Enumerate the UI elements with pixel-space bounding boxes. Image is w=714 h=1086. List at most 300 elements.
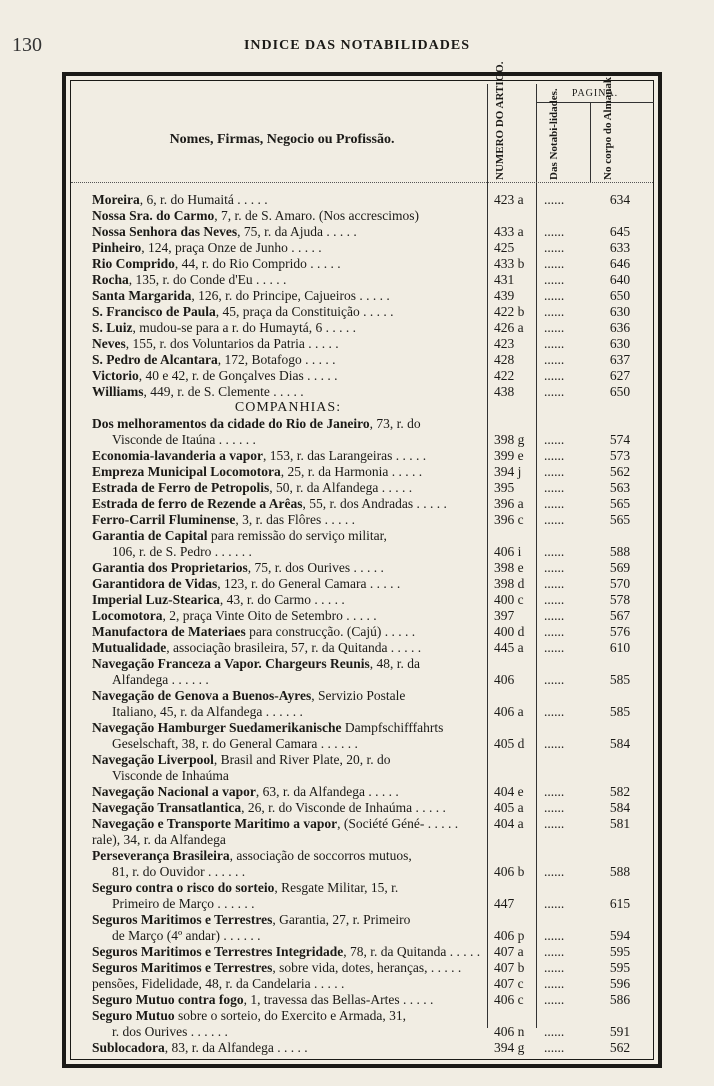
entry-detail: , sobre vida, dotes, heranças, . . . . . — [272, 960, 462, 975]
notabilidades-page: ...... — [544, 224, 565, 239]
corpo-page: 567 — [609, 608, 631, 623]
corpo-page: 586 — [609, 992, 631, 1007]
entry-detail: , associação de soccorros mutuos, — [229, 848, 412, 863]
notabilidades-page: ...... — [544, 704, 565, 719]
section-title: COMPANHIAS: — [234, 400, 342, 415]
corpo-page: 640 — [609, 272, 631, 287]
entry-text — [92, 368, 484, 384]
entry-line — [92, 608, 484, 624]
entry-line — [92, 576, 484, 592]
entry-detail: , 3, r. das Flôres . . . . . — [235, 512, 355, 527]
corpo-page: 578 — [609, 592, 631, 607]
corpo-page: 588 — [609, 544, 631, 559]
corpo-page: 585 — [609, 704, 631, 719]
entry-text — [92, 512, 484, 528]
table-row — [92, 656, 652, 688]
entry-name: Imperial Luz-Stearica — [92, 592, 220, 607]
corpo-page: 595 — [609, 960, 631, 975]
entry-detail: , 7, r. de S. Amaro. (Nos accrescimos) — [214, 208, 419, 223]
entry-line — [92, 1040, 484, 1056]
entry-detail: para construcção. (Cajú) . . . . . — [245, 624, 416, 639]
entry-name: Estrada de ferro de Rezende a Arêas — [92, 496, 303, 511]
entry-name: Navegação de Genova a Buenos-Ayres — [92, 688, 312, 703]
entry-text — [92, 560, 484, 576]
entry-name: Manufactora de Materiaes — [92, 624, 246, 639]
entry-line — [92, 496, 484, 512]
entry-name: Garantia de Capital — [92, 528, 208, 543]
artigo-number: 447 — [494, 896, 515, 911]
entry-line-continued: Alfandega . . . . . . — [112, 672, 209, 687]
entry-detail: , 75, r. dos Ourives . . . . . — [247, 560, 384, 575]
entry-line-continued: de Março (4º andar) . . . . . . — [112, 928, 261, 943]
notabilidades-page: ...... — [544, 928, 565, 943]
artigo-number: 394 j — [494, 464, 522, 479]
entry-name: Seguros Maritimos e Terrestres — [92, 912, 273, 927]
table-row — [92, 1040, 652, 1056]
artigo-number: 433 b — [494, 256, 525, 271]
entry-detail: , 26, r. do Visconde de Inhaúma . . . . . — [241, 800, 446, 815]
entry-line-continued: Primeiro de Março . . . . . . — [112, 896, 255, 911]
entry-line-continued: 106, r. de S. Pedro . . . . . . — [112, 544, 252, 559]
entry-detail: , 123, r. do General Camara . . . . . — [217, 576, 401, 591]
entry-line — [92, 832, 484, 848]
table-row — [92, 496, 652, 512]
artigo-number: 426 a — [494, 320, 524, 335]
column-header-nomes: Nomes, Firmas, Negocio ou Profissão. — [169, 132, 395, 147]
corpo-page: 633 — [609, 240, 631, 255]
notabilidades-page: ...... — [544, 624, 565, 639]
entry-line — [92, 528, 484, 544]
entry-text — [92, 1008, 484, 1040]
notabilidades-page: ...... — [544, 256, 565, 271]
notabilidades-page: ...... — [544, 800, 565, 815]
entry-text — [92, 720, 484, 752]
artigo-number: 423 a — [494, 192, 524, 207]
entry-text — [92, 688, 484, 720]
entry-line — [92, 208, 484, 224]
artigo-number: 400 c — [494, 592, 524, 607]
table-row — [92, 528, 652, 560]
table-row — [92, 688, 652, 720]
table-row — [92, 624, 652, 640]
corpo-page: 576 — [609, 624, 631, 639]
table-row — [92, 464, 652, 480]
notabilidades-page: ...... — [544, 816, 565, 831]
table-row — [92, 640, 652, 656]
artigo-number: 433 a — [494, 224, 524, 239]
entry-name: Seguro Mutuo — [92, 1008, 175, 1023]
entry-name: Navegação Nacional a vapor — [92, 784, 256, 799]
notabilidades-page: ...... — [544, 496, 565, 511]
entry-detail: , 73, r. do — [369, 416, 421, 431]
entry-text — [92, 416, 484, 448]
notabilidades-page: ...... — [544, 368, 565, 383]
corpo-page: 650 — [609, 384, 631, 399]
notabilidades-page: ...... — [544, 592, 565, 607]
table-row — [92, 480, 652, 496]
notabilidades-page: ...... — [544, 560, 565, 575]
corpo-page: 570 — [609, 576, 631, 591]
entry-line — [92, 592, 484, 608]
entry-line-continued: Visconde de Inhaúma — [112, 768, 229, 783]
entry-name: Williams — [92, 384, 144, 399]
artigo-number: 404 e — [494, 784, 524, 799]
entry-text — [92, 352, 484, 368]
entry-text — [92, 960, 484, 976]
entry-detail: , 155, r. dos Voluntarios da Patria . . . . . — [125, 336, 339, 351]
artigo-number: 398 e — [494, 560, 524, 575]
artigo-number: 445 a — [494, 640, 524, 655]
table-row — [92, 368, 652, 384]
entry-line — [92, 368, 484, 384]
notabilidades-page: ...... — [544, 448, 565, 463]
entry-line — [92, 288, 484, 304]
notabilidades-page: ...... — [544, 320, 565, 335]
entry-text — [92, 288, 484, 304]
corpo-page: 585 — [609, 672, 631, 687]
rows-companhias — [92, 416, 652, 1056]
notabilidades-page: ...... — [544, 736, 565, 751]
corpo-page: 588 — [609, 864, 631, 879]
entry-line — [92, 960, 484, 976]
table-row — [92, 256, 652, 272]
entry-detail: , 75, r. da Ajuda . . . . . — [237, 224, 357, 239]
entry-line — [92, 224, 484, 240]
entry-line-continued: Italiano, 45, r. da Alfandega . . . . . . — [112, 704, 303, 719]
entry-text — [92, 752, 484, 784]
artigo-number: 423 — [494, 336, 515, 351]
entry-detail: , 63, r. da Alfandega . . . . . — [255, 784, 399, 799]
corpo-page: 646 — [609, 256, 631, 271]
entry-line — [92, 240, 484, 256]
index-table — [92, 192, 652, 1056]
corpo-page: 610 — [609, 640, 631, 655]
notabilidades-page: ...... — [544, 896, 565, 911]
entry-name: Navegação Hamburger Suedamerikanische — [92, 720, 342, 735]
entry-text — [92, 1040, 484, 1056]
entry-line — [92, 480, 484, 496]
entry-line — [92, 272, 484, 288]
notabilidades-page: ...... — [544, 864, 565, 879]
notabilidades-page: ...... — [544, 240, 565, 255]
entry-line — [92, 192, 484, 208]
corpo-page: 630 — [609, 304, 631, 319]
entry-detail: , 55, r. dos Andradas . . . . . — [302, 496, 447, 511]
entry-name: S. Luiz — [92, 320, 133, 335]
artigo-number: 400 d — [494, 624, 525, 639]
entry-line — [92, 256, 484, 272]
entry-name: Santa Margarida — [92, 288, 192, 303]
table-row — [92, 960, 652, 976]
entry-detail: , 43, r. do Carmo . . . . . — [219, 592, 345, 607]
notabilidades-page: ...... — [544, 480, 565, 495]
entry-text — [92, 320, 484, 336]
entry-line — [92, 640, 484, 656]
table-row — [92, 848, 652, 880]
notabilidades-page: ...... — [544, 640, 565, 655]
column-header-numero: NUMERO DO ARTIGO. — [494, 61, 506, 180]
entry-detail: , 48, r. da — [369, 656, 420, 671]
notabilidades-page: ...... — [544, 432, 565, 447]
entry-name: Garantidora de Vidas — [92, 576, 218, 591]
corpo-page: 595 — [609, 944, 631, 959]
corpo-page: 596 — [609, 976, 631, 991]
table-row — [92, 416, 652, 448]
table-row — [92, 288, 652, 304]
entry-line-continued: Visconde de Itaúna . . . . . . — [112, 432, 256, 447]
artigo-number: 396 a — [494, 496, 524, 511]
entry-detail: , Garantia, 27, r. Primeiro — [272, 912, 411, 927]
entry-text — [92, 832, 484, 848]
entry-name: Moreira — [92, 192, 140, 207]
notabilidades-page: ...... — [544, 304, 565, 319]
entry-line-continued: Geselschaft, 38, r. do General Camara . . . . . . — [112, 736, 358, 751]
corpo-page: 645 — [609, 224, 631, 239]
corpo-page: 615 — [609, 896, 631, 911]
table-row — [92, 192, 652, 208]
entry-detail: , 40 e 42, r. de Gonçalves Dias . . . . . — [138, 368, 338, 383]
entry-detail: , 449, r. de S. Clemente . . . . . — [143, 384, 304, 399]
artigo-number: 404 a — [494, 816, 524, 831]
entry-detail: , 83, r. da Alfandega . . . . . — [164, 1040, 308, 1055]
entry-detail: , 172, Botafogo . . . . . — [217, 352, 336, 367]
entry-detail: , 78, r. da Quitanda . . . . . — [343, 944, 481, 959]
entry-line — [92, 320, 484, 336]
column-header-notabilidades: Das Notabi-lidades. — [548, 88, 560, 180]
notabilidades-page: ...... — [544, 576, 565, 591]
entry-name: Pinheiro — [92, 240, 142, 255]
table-row — [92, 272, 652, 288]
table-row — [92, 592, 652, 608]
corpo-page: 562 — [609, 464, 631, 479]
table-row — [92, 816, 652, 832]
notabilidades-page: ...... — [544, 384, 565, 399]
table-row — [92, 912, 652, 944]
entry-text — [92, 304, 484, 320]
entry-name: Rocha — [92, 272, 129, 287]
corpo-page: 584 — [609, 736, 631, 751]
notabilidades-page: ...... — [544, 288, 565, 303]
artigo-number: 406 i — [494, 544, 522, 559]
table-row — [92, 976, 652, 992]
notabilidades-page: ...... — [544, 960, 565, 975]
corpo-page: 582 — [609, 784, 631, 799]
table-row — [92, 720, 652, 752]
artigo-number: 406 a — [494, 704, 524, 719]
entry-name: Neves — [92, 336, 126, 351]
entry-text — [92, 224, 484, 240]
page-number: 130 — [12, 34, 42, 56]
corpo-page: 627 — [609, 368, 631, 383]
entry-line — [92, 416, 484, 432]
entry-text — [92, 272, 484, 288]
entry-detail: , 1, travessa das Bellas-Artes . . . . . — [243, 992, 434, 1007]
table-row — [92, 208, 652, 224]
entry-text — [92, 384, 484, 400]
entry-line — [92, 656, 484, 672]
entry-line — [92, 848, 484, 864]
notabilidades-page: ...... — [544, 464, 565, 479]
corpo-page: 594 — [609, 928, 631, 943]
entry-name: Seguros Maritimos e Terrestres — [92, 960, 273, 975]
entry-text — [92, 208, 484, 224]
artigo-number: 399 e — [494, 448, 524, 463]
corpo-page: 573 — [609, 448, 631, 463]
table-row — [92, 784, 652, 800]
entry-line — [92, 816, 484, 832]
notabilidades-page: ...... — [544, 1024, 565, 1039]
entry-name: Sublocadora — [92, 1040, 165, 1055]
table-row — [92, 608, 652, 624]
artigo-number: 439 — [494, 288, 515, 303]
entry-detail: pensões, Fidelidade, 48, r. da Candelaria . . . . . — [92, 976, 345, 991]
table-row — [92, 560, 652, 576]
entry-name: Dos melhoramentos da cidade do Rio de Janeiro — [92, 416, 370, 431]
artigo-number: 425 — [494, 240, 515, 255]
corpo-page: 569 — [609, 560, 631, 575]
entry-line — [92, 992, 484, 1008]
artigo-number: 428 — [494, 352, 515, 367]
table-row — [92, 512, 652, 528]
entry-name: Empreza Municipal Locomotora — [92, 464, 281, 479]
artigo-number: 398 g — [494, 432, 525, 447]
entry-detail: rale), 34, r. da Alfandega — [92, 832, 226, 847]
entry-line — [92, 880, 484, 896]
rows-ruas — [92, 192, 652, 400]
corpo-page: 562 — [609, 1040, 631, 1055]
entry-text — [92, 464, 484, 480]
table-row — [92, 448, 652, 464]
entry-line — [92, 352, 484, 368]
corpo-page: 591 — [609, 1024, 631, 1039]
notabilidades-page: ...... — [544, 944, 565, 959]
entry-name: Rio Comprido — [92, 256, 175, 271]
notabilidades-page: ...... — [544, 352, 565, 367]
entry-detail: , 25, r. da Harmonia . . . . . — [280, 464, 423, 479]
entry-text — [92, 848, 484, 880]
entry-detail: , (Société Géné- . . . . . — [337, 816, 459, 831]
artigo-number: 398 d — [494, 576, 525, 591]
entry-line — [92, 976, 484, 992]
entry-text — [92, 800, 484, 816]
entry-name: Perseverança Brasileira — [92, 848, 230, 863]
entry-detail: , 44, r. do Rio Comprido . . . . . — [174, 256, 341, 271]
notabilidades-page: ...... — [544, 192, 565, 207]
notabilidades-page: ...... — [544, 512, 565, 527]
corpo-page: 563 — [609, 480, 631, 495]
table-row — [92, 336, 652, 352]
entry-text — [92, 192, 484, 208]
entry-detail: , associação brasileira, 57, r. da Quitanda . . . . . — [166, 640, 422, 655]
entry-line — [92, 384, 484, 400]
table-row — [92, 576, 652, 592]
notabilidades-page: ...... — [544, 784, 565, 799]
artigo-number: 406 p — [494, 928, 525, 943]
entry-line — [92, 624, 484, 640]
entry-detail: , 135, r. do Conde d'Eu . . . . . — [128, 272, 287, 287]
entry-detail: , 6, r. do Humaitá . . . . . — [139, 192, 268, 207]
corpo-page: 565 — [609, 512, 631, 527]
entry-text — [92, 640, 484, 656]
notabilidades-page: ...... — [544, 672, 565, 687]
entry-name: Ferro-Carril Fluminense — [92, 512, 236, 527]
entry-text — [92, 944, 484, 960]
entry-detail: para remissão do serviço militar, — [207, 528, 387, 543]
entry-line — [92, 800, 484, 816]
entry-name: Garantia dos Proprietarios — [92, 560, 248, 575]
entry-name: S. Francisco de Paula — [92, 304, 216, 319]
table-row — [92, 240, 652, 256]
entry-text — [92, 992, 484, 1008]
corpo-page: 565 — [609, 496, 631, 511]
entry-text — [92, 816, 484, 832]
entry-line — [92, 336, 484, 352]
entry-text — [92, 480, 484, 496]
entry-line — [92, 464, 484, 480]
notabilidades-page: ...... — [544, 272, 565, 287]
entry-detail: , 45, praça da Constituição . . . . . — [215, 304, 394, 319]
header-divider — [71, 182, 653, 183]
artigo-number: 406 b — [494, 864, 525, 879]
corpo-page: 584 — [609, 800, 631, 815]
entry-text — [92, 528, 484, 560]
entry-name: Nossa Senhora das Neves — [92, 224, 238, 239]
notabilidades-page: ...... — [544, 608, 565, 623]
notabilidades-page: ...... — [544, 976, 565, 991]
corpo-page: 637 — [609, 352, 631, 367]
entry-line — [92, 720, 484, 736]
entry-line — [92, 560, 484, 576]
entry-text — [92, 976, 484, 992]
entry-line — [92, 944, 484, 960]
entry-text — [92, 336, 484, 352]
artigo-number: 407 b — [494, 960, 525, 975]
artigo-number: 406 n — [494, 1024, 525, 1039]
table-row — [92, 992, 652, 1008]
notabilidades-page: ...... — [544, 544, 565, 559]
entry-text — [92, 880, 484, 912]
entry-name: Nossa Sra. do Carmo — [92, 208, 215, 223]
entry-detail: , 2, praça Vinte Oito de Setembro . . . . . — [162, 608, 377, 623]
table-row — [92, 320, 652, 336]
entry-text — [92, 784, 484, 800]
entry-text — [92, 624, 484, 640]
artigo-number: 406 — [494, 672, 515, 687]
entry-line-continued: 81, r. do Ouvidor . . . . . . — [112, 864, 246, 879]
table-row — [92, 944, 652, 960]
table-row — [92, 1008, 652, 1040]
corpo-page: 581 — [609, 816, 631, 831]
artigo-number: 396 c — [494, 512, 524, 527]
entry-text — [92, 448, 484, 464]
entry-line — [92, 304, 484, 320]
notabilidades-page: ...... — [544, 992, 565, 1007]
table-row — [92, 384, 652, 400]
entry-detail: , 153, r. das Larangeiras . . . . . — [263, 448, 427, 463]
artigo-number: 406 c — [494, 992, 524, 1007]
artigo-number: 407 a — [494, 944, 524, 959]
notabilidades-page: ...... — [544, 336, 565, 351]
entry-text — [92, 576, 484, 592]
column-header-corpo: No corpo do Almanak — [602, 77, 614, 180]
entry-text — [92, 656, 484, 688]
artigo-number: 395 — [494, 480, 515, 495]
entry-detail: , 124, praça Onze de Junho . . . . . — [141, 240, 322, 255]
entry-detail: , Servizio Postale — [311, 688, 406, 703]
artigo-number: 438 — [494, 384, 515, 399]
entry-text — [92, 496, 484, 512]
artigo-number: 405 a — [494, 800, 524, 815]
